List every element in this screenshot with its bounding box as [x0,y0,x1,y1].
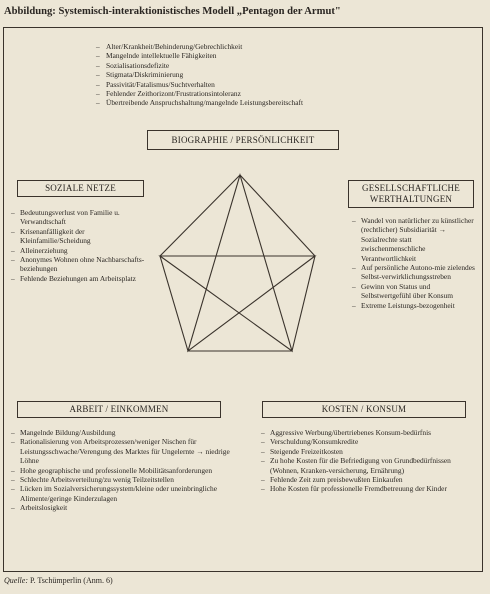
pentagram-star [160,175,315,351]
list-item: – Passivität/Fatalismus/Suchtverhalten [96,80,436,89]
list-item: – Alter/Krankheit/Behinderung/Gebrechlichkeit [96,42,436,51]
list-item: – Zu hohe Kosten für die Befriedigung von Grundbedürfnissen (Wohnen, Kranken-versicherung, Ernährung) [261,456,471,475]
source-note [4,576,113,585]
list-item: – Anonymes Wohnen ohne Nachbarschafts-beziehungen [11,255,151,274]
list-item: – Verschuldung/Konsumkredite [261,437,471,446]
biographie-box: BIOGRAPHIE / PERSÖNLICHKEIT [147,130,339,150]
werthaltungen-label-line1: GESELLSCHAFTLICHE [362,183,460,193]
list-item: – Mangelnde Bildung/Ausbildung [11,428,243,437]
list-item: – Hohe Kosten für professionelle Fremdbetreuung der Kinder [261,484,471,493]
source-text: P. Tschümperlin (Anm. 6) [28,576,113,585]
list-item: – Übertreibende Anspruchshaltung/mangelnde Leistungsbereitschaft [96,98,436,107]
list-item: – Extreme Leistungs-bezogenheit [352,301,477,310]
list-item: – Sozialisationsdefizite [96,61,436,70]
list-item: – Fehlende Beziehungen am Arbeitsplatz [11,274,151,283]
arbeit-list [11,428,243,513]
werthaltungen-list [352,216,477,310]
list-item: – Alleinerziehung [11,246,151,255]
kosten-list [261,428,471,494]
list-item: – Hohe geographische und professionelle Mobilitätsanforderungen [11,466,243,475]
list-item: – Fehlende Zeit zum preisbewußten Einkaufen [261,475,471,484]
soziale-netze-box: SOZIALE NETZE [17,180,144,197]
soziale-netze-list [11,208,151,283]
werthaltungen-box [348,180,474,208]
pentagon-outline [160,175,315,351]
list-item: – Steigende Freizeitkosten [261,447,471,456]
figure-title: Abbildung: Systemisch-interaktionistisches Modell „Pentagon der Armut" [4,6,341,17]
biographie-list [96,42,436,108]
list-item: – Bedeutungsverlust von Familie u. Verwandtschaft [11,208,151,227]
list-item: – Wandel von natürlicher zu künstlicher (rechtlicher) Subsidiarität → Sozialrechte statt zwischenmenschliche Verantwortlichkeit [352,216,477,263]
kosten-box: KOSTEN / KONSUM [262,401,466,418]
list-item: – Gewinn von Status und Selbstwertgefühl über Konsum [352,282,477,301]
list-item: – Schlechte Arbeitsverteilung/zu wenig Teilzeitstellen [11,475,243,484]
list-item: – Fehlender Zeithorizont/Frustrationsintoleranz [96,89,436,98]
list-item: – Stigmata/Diskriminierung [96,70,436,79]
werthaltungen-label-line2: WERTHALTUNGEN [369,194,453,204]
list-item: – Arbeitslosigkeit [11,503,243,512]
list-item: – Auf persönliche Autono-mie zielendes Selbst-verwirklichungsstreben [352,263,477,282]
list-item: – Lücken im Sozialversicherungssystem/kleine oder uneinbringliche Alimente/geringe Kinderzulagen [11,484,243,503]
list-item: – Krisenanfälligkeit der Kleinfamilie/Scheidung [11,227,151,246]
list-item: – Mangelnde intellektuelle Fähigkeiten [96,51,436,60]
source-label: Quelle: [4,576,28,585]
list-item: – Rationalisierung von Arbeitsprozessen/weniger Nischen für Leistungsschwache/Verengung des Marktes für Ungelernte → niedrige Löhne [11,437,243,465]
list-item: – Aggressive Werbung/übertriebenes Konsum-bedürfnis [261,428,471,437]
arbeit-box: ARBEIT / EINKOMMEN [17,401,221,418]
